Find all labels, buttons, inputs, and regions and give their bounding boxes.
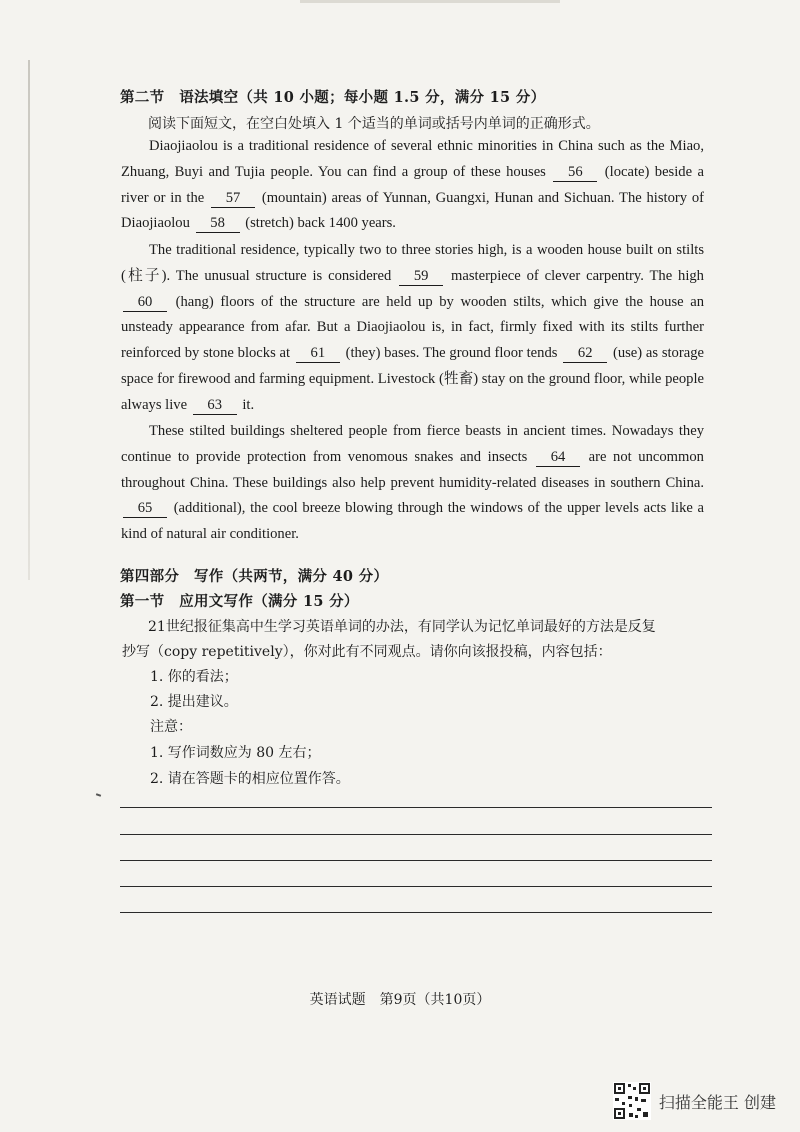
page-footer: 英语试题 第9页（共10页）: [309, 992, 491, 1008]
blank-56[interactable]: 56: [553, 163, 597, 182]
section-instruction: 阅读下面短文，在空白处填入 1 个适当的单词或括号内单词的正确形式。: [148, 116, 600, 132]
content-item-2: 2. 提出建议。: [150, 694, 238, 710]
page-fold-shadow: [28, 60, 30, 580]
blank-59[interactable]: 59: [399, 267, 443, 286]
writing-prompt-line-1: 21世纪报征集高中生学习英语单词的办法，有同学认为记忆单词最好的方法是反复: [148, 619, 656, 635]
note-item-2: 2. 请在答题卡的相应位置作答。: [150, 771, 350, 787]
answer-line[interactable]: [120, 807, 712, 808]
answer-line[interactable]: [120, 834, 712, 835]
pen-mark: [96, 793, 101, 797]
section-heading-grammar: 第二节 语法填空（共 10 小题；每小题 1.5 分，满分 15 分）: [120, 89, 546, 106]
blank-58[interactable]: 58: [196, 214, 240, 233]
blank-60[interactable]: 60: [123, 293, 167, 312]
writing-prompt-line-2: 抄写（copy repetitively），你对此有不同观点。请你向该报投稿，内容包括：: [122, 644, 612, 660]
blank-62[interactable]: 62: [563, 344, 607, 363]
blank-57[interactable]: 57: [211, 189, 255, 208]
qr-code-icon: [613, 1082, 651, 1120]
passage-paragraph-1: Diaojiaolou is a traditional residence of several ethnic minorities in China such as the Miao, Zhuang, Buyi and Tujia people. You can find a group of these houses 56 (locate) beside a river or in the 57 (mountain) areas of Yunnan, Guangxi, Hunan and Sichuan. The history of Diaojiaolou 58 (stretch) back 1400 years.: [121, 138, 704, 232]
scanner-label: 扫描全能王 创建: [658, 1092, 776, 1112]
answer-line[interactable]: [120, 886, 712, 887]
scanner-watermark: [613, 1082, 776, 1120]
passage-paragraph-2: The traditional residence, typically two to three stories high, is a wooden house built on stilts (柱子). The unusual structure is considered 59 masterpiece of clever carpentry. The high 60 (hang) floors of the structure are held up by wooden stilts, which give the house an unsteady appearance from afar. But a Diaojiaolou is, in fact, firmly fixed with its stilts further reinforced by stone blocks at 61 (they) bases. The ground floor tends 62 (use) as storage space for firewood and farming equipment. Livestock (牲畜) stay on the ground floor, while people always live 63 it.: [121, 242, 705, 413]
note-item-1: 1. 写作词数应为 80 左右；: [150, 745, 321, 761]
blank-63[interactable]: 63: [193, 396, 237, 415]
content-item-1: 1. 你的看法；: [150, 669, 238, 685]
answer-line[interactable]: [120, 912, 712, 913]
passage-paragraph-3: These stilted buildings sheltered people from fierce beasts in ancient times. Nowadays they continue to provide protection from venomous snakes and insects 64 are not uncommon throughout China. These buildings also help prevent humidity-related diseases in southern China. 65 (additional), the cool breeze blowing through the windows of the upper levels acts like a kind of natural air conditioner.: [121, 423, 704, 543]
blank-65[interactable]: 65: [123, 499, 167, 518]
blank-61[interactable]: 61: [296, 344, 340, 363]
section-heading-practical-writing: 第一节 应用文写作（满分 15 分）: [120, 593, 359, 610]
part-heading-writing: 第四部分 写作（共两节，满分 40 分）: [120, 568, 389, 585]
notes-label: 注意：: [150, 719, 192, 735]
blank-64[interactable]: 64: [536, 448, 580, 467]
answer-line[interactable]: [120, 860, 712, 861]
scan-artifact: [300, 0, 560, 3]
